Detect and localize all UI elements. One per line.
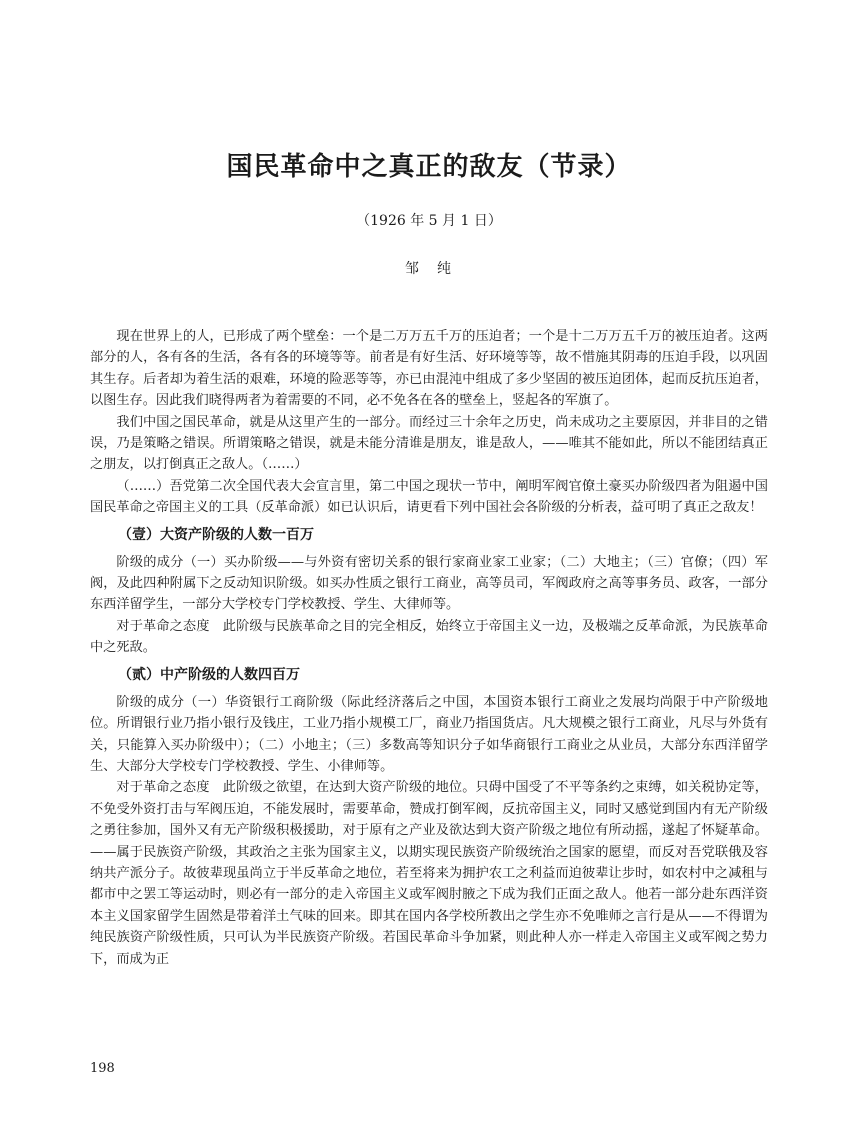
- section-heading-1: （壹）大资产阶级的人数一百万: [118, 526, 314, 543]
- paragraph: 现在世界上的人，已形成了两个壁垒：一个是二万万五千万的压迫者；一个是十二万万五千万的被压迫者。这两部分的人，各有各的生活，各有各的环境等等。前者是有好生活、好环境等等，故不惜施其阴毒的压迫手段，以巩固其生存。后者却为着生活的艰难，环境的险恶等等，亦已由混沌中组成了多少坚固的被压迫团体，起而反抗压迫者，以图生存。因此我们晓得两者为着需要的不同，必不免各在各的壁垒上，竖起各的军旗了。: [90, 329, 768, 409]
- paragraph: 阶级的成分（一）华资银行工商阶级（际此经济落后之中国，本国资本银行工商业之发展均尚限于中产阶级地位。所谓银行业乃指小银行及钱庄，工业乃指小规模工厂，商业乃指国货店。凡大规模之银行工商业，凡尽与外货有关，只能算入买办阶级中）；（二）小地主；（三）多数高等知识分子如华商银行工商业之从业员，大部分东西洋留学生、大部分大学校专门学校教授、学生、小律师等。: [90, 694, 768, 774]
- paragraph: 对于革命之态度 此阶级与民族革命之目的完全相反，始终立于帝国主义一边，及极端之反革命派，为民族革命中之死敌。: [90, 618, 768, 656]
- page-number: 198: [90, 1061, 115, 1076]
- paragraph: 阶级的成分（一）买办阶级——与外资有密切关系的银行家商业家工业家；（二）大地主；（三）官僚；（四）军阀，及此四种附属下之反动知识阶级。如买办性质之银行工商业，高等员司，军阀政府之高等事务员、政客，一部分东西洋留学生，一部分大学校专门学校教授、学生、大律师等。: [90, 554, 768, 613]
- section-heading-2: （贰）中产阶级的人数四百万: [118, 666, 300, 683]
- document-author: 邹 纯: [405, 261, 453, 277]
- body-text: [90, 326, 768, 970]
- paragraph: 对于革命之态度 此阶级之欲望，在达到大资产阶级的地位。只碍中国受了不平等条约之束缚，如关税协定等，不免受外资打击与军阀压迫，不能发展时，需要革命，赞成打倒军阀，反抗帝国主义，同时又感觉到国内有无产阶级之勇往参加，国外又有无产阶级积极援助，对于原有之产业及欲达到大资产阶级之地位有所动摇，遂起了怀疑革命。——属于民族资产阶级，其政治之主张为国家主义，以期实现民族资产阶级统治之国家的愿望，而反对吾党联俄及容纳共产派分子。故彼辈现虽尚立于半反革命之地位，若至将来为拥护农工之利益而迫彼辈让步时，如农村中之减租与都市中之罢工等运动时，则必有一部分的走入帝国主义或军阀肘腋之下成为我们正面之敌人。他若一部分赴东西洋资本主义国家留学生固然是带着洋土气味的回来。即其在国内各学校所教出之学生亦不免唯师之言行是从——不得谓为纯民族资产阶级性质，只可认为半民族资产阶级。若国民革命斗争加紧，则此种人亦一样走入帝国主义或军阀之势力下，而成为正: [90, 780, 768, 967]
- document-title: 国民革命中之真正的敌友（节录）: [226, 152, 632, 182]
- paragraph: 我们中国之国民革命，就是从这里产生的一部分。而经过三十余年之历史，尚未成功之主要原因，并非目的之错误，乃是策略之错误。所谓策略之错误，就是未能分清谁是朋友，谁是敌人，——唯其不能如此，所以不能团结真正之朋友，以打倒真正之敌人。（……）: [90, 414, 768, 473]
- document-date: （1926 年 5 月 1 日）: [356, 213, 502, 229]
- paragraph: （……）吾党第二次全国代表大会宣言里，第二中国之现状一节中，阐明军阀官僚土豪买办阶级四者为阻遏中国国民革命之帝国主义的工具（反革命派）如已认识后，请更看下列中国社会各阶级的分析表，益可明了真正之敌友！: [90, 478, 768, 516]
